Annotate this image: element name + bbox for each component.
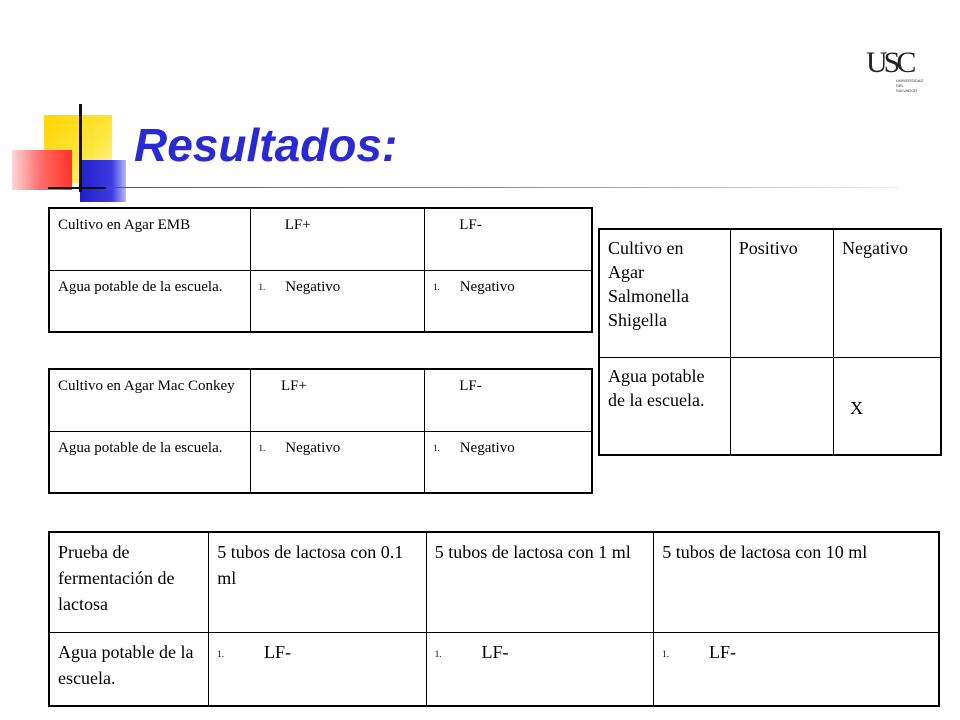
table-agar-salmonella-shigella xyxy=(598,228,942,456)
header-cell: 5 tubos de lactosa con 1 ml xyxy=(426,532,653,632)
header-cell xyxy=(424,208,592,270)
cell-value: LF- xyxy=(264,641,292,662)
header-label: LF+ xyxy=(284,217,311,233)
header-label: LF- xyxy=(459,378,482,394)
university-logo xyxy=(866,46,924,98)
list-number: 1. xyxy=(434,648,442,659)
table-agar-emb xyxy=(48,207,593,333)
list-number: 1. xyxy=(258,281,266,292)
cell-lf-pos xyxy=(250,431,424,493)
cell-value: LF- xyxy=(481,641,509,662)
row-label: Agua potable de la escuela. xyxy=(599,357,730,455)
header-label: LF- xyxy=(459,217,482,233)
decor-red-square xyxy=(12,150,72,190)
list-number: 1. xyxy=(217,648,225,659)
cell-positivo xyxy=(730,357,833,455)
header-cell xyxy=(250,208,424,270)
cell-lf-neg xyxy=(424,270,592,332)
header-cell: Cultivo en Agar EMB xyxy=(49,208,250,270)
table-header-row xyxy=(49,208,592,270)
row-label: Agua potable de la escuela. xyxy=(49,431,250,493)
row-label: Agua potable de la escuela. xyxy=(49,270,250,332)
table-row xyxy=(599,357,941,455)
table-row xyxy=(49,270,592,332)
list-number: 1. xyxy=(432,442,440,453)
header-cell: 5 tubos de lactosa con 0.1 ml xyxy=(209,532,426,632)
header-cell: Negativo xyxy=(834,229,941,357)
cell-lactosa-1ml xyxy=(426,632,653,706)
logo-monogram: USC xyxy=(866,46,913,79)
cell-value: Negativo xyxy=(459,439,515,456)
table-agar-mac-conkey xyxy=(48,368,593,494)
title-underline xyxy=(108,187,898,188)
cell-lactosa-10ml xyxy=(654,632,939,706)
table-fermentacion-lactosa xyxy=(48,531,940,707)
cell-value: Negativo xyxy=(285,278,341,295)
table-row xyxy=(49,431,592,493)
table-header-row xyxy=(49,532,939,632)
cell-value: X xyxy=(850,397,864,418)
header-cell: Prueba de fermentación de lactosa xyxy=(49,532,209,632)
cell-lf-pos xyxy=(250,270,424,332)
list-number: 1. xyxy=(432,281,440,292)
cell-lf-neg xyxy=(424,431,592,493)
table-row xyxy=(49,632,939,706)
table-header-row xyxy=(599,229,941,357)
table-header-row xyxy=(49,369,592,431)
cell-negativo xyxy=(834,357,941,455)
header-cell: Positivo xyxy=(730,229,833,357)
cell-lactosa-0-1ml xyxy=(209,632,426,706)
decor-short-rule xyxy=(48,187,106,189)
row-label: Agua potable de la escuela. xyxy=(49,632,209,706)
decor-blue-square xyxy=(80,160,126,202)
decor-vertical-line xyxy=(79,104,82,192)
logo-subtitle: UNIVERSIDAD DEL SALVADOR xyxy=(896,78,924,93)
header-cell: Cultivo en Agar Salmonella Shigella xyxy=(599,229,730,357)
header-cell xyxy=(250,369,424,431)
cell-value: Negativo xyxy=(285,439,341,456)
cell-value: Negativo xyxy=(459,278,515,295)
header-label: LF+ xyxy=(281,378,307,394)
header-cell: Cultivo en Agar Mac Conkey xyxy=(49,369,250,431)
cell-value: LF- xyxy=(708,641,736,662)
list-number: 1. xyxy=(662,648,669,659)
page-title: Resultados: xyxy=(134,119,398,171)
list-number: 1. xyxy=(258,442,266,453)
header-cell: 5 tubos de lactosa con 10 ml xyxy=(654,532,939,632)
header-cell xyxy=(424,369,592,431)
